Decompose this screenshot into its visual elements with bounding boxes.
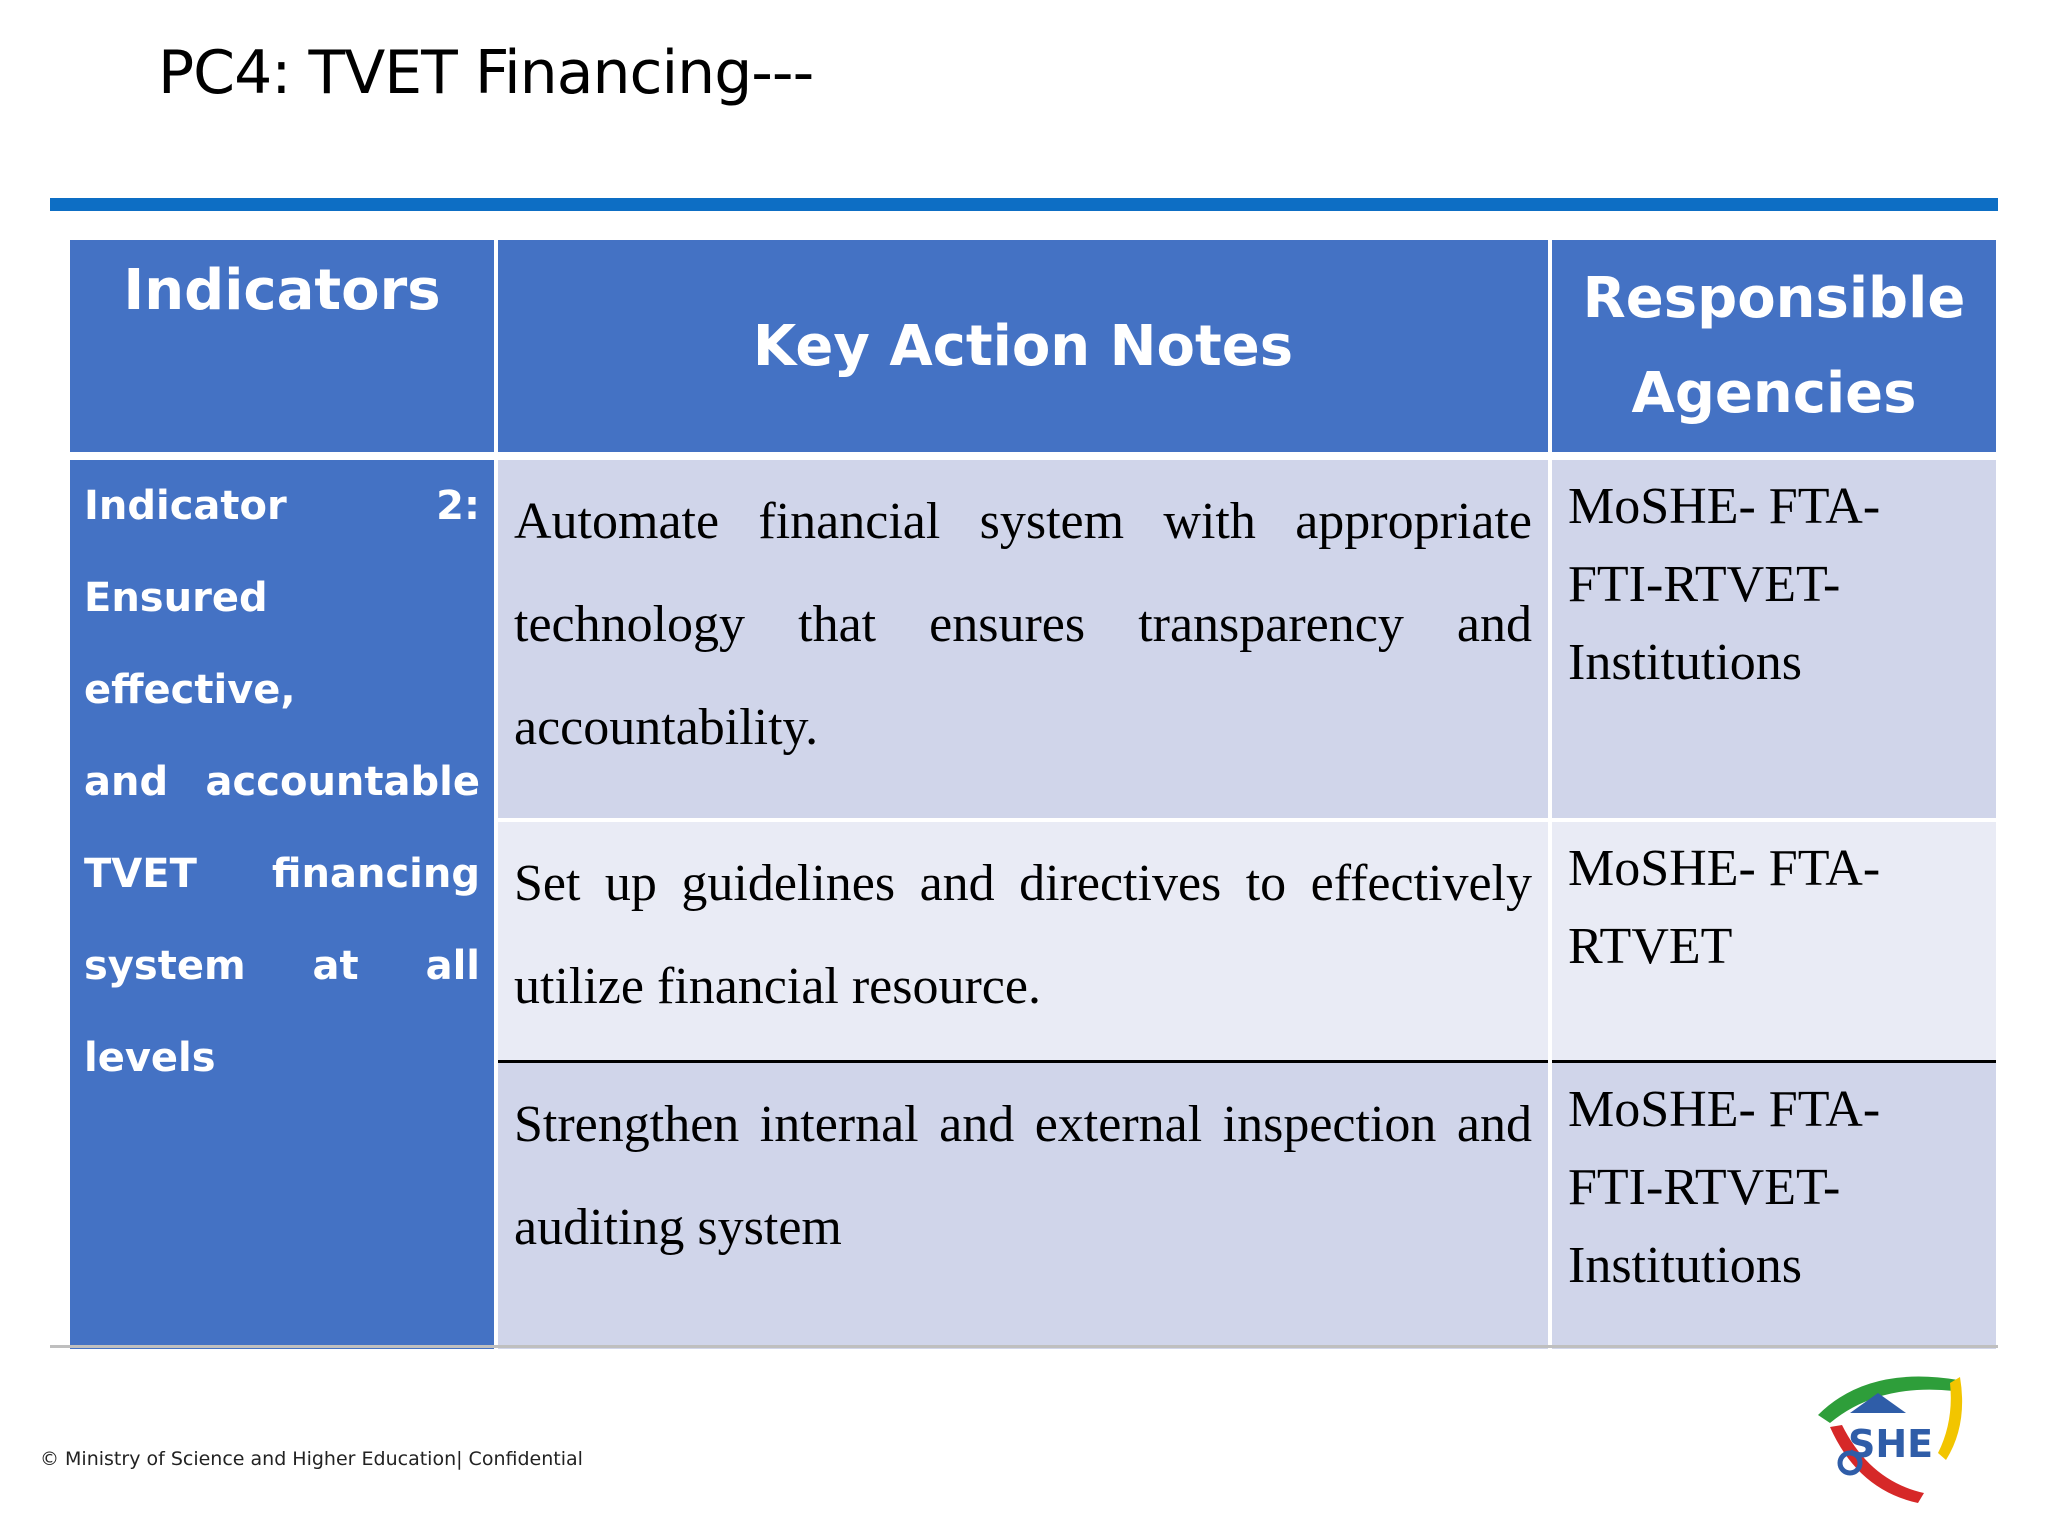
agency-line: RTVET [1568,918,1733,975]
header-responsible-line: Agencies [1631,361,1917,426]
logo-text: SHE [1848,1422,1934,1466]
action-note: Automate financial system with appropriate technology that ensures transparency and accountability. [496,460,1550,820]
agency-line: MoSHE- FTA- [1568,1081,1881,1138]
header-separator [70,452,1996,460]
logo-green-arc [1818,1377,1958,1423]
agency-line: Institutions [1568,634,1803,691]
responsible-agency [1550,460,1996,820]
indicator-line: and accountable [84,759,480,805]
indicator-line: TVET financing [84,851,480,897]
action-note: Strengthen internal and external inspection and auditing system [496,1062,1550,1350]
action-note: Set up guidelines and directives to effectively utilize financial resource. [496,820,1550,1062]
indicator-line: system at all levels [84,943,480,1081]
footer-rule [50,1345,1998,1348]
agency-line: FTI-RTVET- [1568,1159,1841,1216]
footer-copyright: © Ministry of Science and Higher Education| Confidential [40,1448,583,1470]
indicator-line: Ensured effective, [84,575,296,713]
slide-title: PC4: TVET Financing--- [158,38,814,108]
responsible-agency [1550,820,1996,1062]
indicator-cell [70,460,496,1349]
header-responsible-line: Responsible [1582,266,1966,331]
header-responsible-agencies [1550,240,1996,452]
indicator-line: Indicator 2: [84,483,480,529]
agency-line: FTI-RTVET- [1568,556,1841,613]
header-row [70,240,1996,452]
ministry-logo [1808,1355,1978,1505]
title-rule [50,198,1998,211]
agency-line: MoSHE- FTA- [1568,840,1881,897]
agency-line: Institutions [1568,1237,1803,1294]
indicator-table [70,240,1996,1349]
header-indicators: Indicators [70,240,496,452]
header-key-action-notes: Key Action Notes [496,240,1550,452]
table-row [70,460,1996,820]
agency-line: MoSHE- FTA- [1568,478,1881,535]
responsible-agency [1550,1062,1996,1350]
